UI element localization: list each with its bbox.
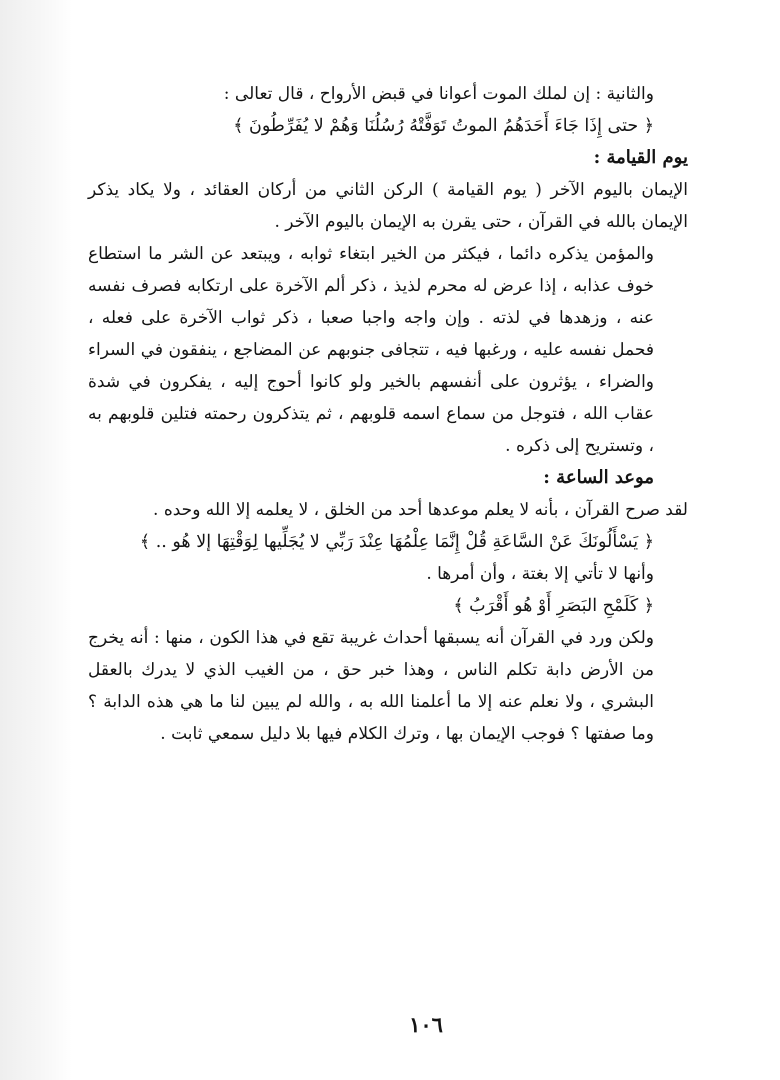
paragraph-signs: ولكن ورد في القرآن أنه يسبقها أحداث غريبة تقع في هذا الكون ، منها : أنه يخرج من الأرض دابة تكلم الناس ، وهذا خبر حق ، من الغيب الذي لا يدرك بالعقل البشري ، ولا نعلم عنه إلا ما أعلمنا الله به ، والله لم يبين لنا ما هي هذه الدابة ؟ وما صفتها ؟ فوجب الإيمان بها ، وترك الكلام فيها بلا دليل سمعي ثابت . bbox=[88, 628, 654, 744]
paragraph-faith-last-day: الإيمان باليوم الآخر ( يوم القيامة ) الركن الثاني من أركان العقائد ، ولا يكاد يذكر الإيمان بالله في القرآن ، حتى يقرن به الإيمان باليوم الآخر . bbox=[88, 180, 688, 232]
quran-verse: ﴿ حتى إِذَا جَاءَ أَحَدَهُمُ الموتُ تَوَفَّتْهُ رُسُلُنَا وَهُمْ لا يُفَرِّطُونَ ﴾ bbox=[233, 116, 654, 136]
page-body bbox=[88, 78, 688, 750]
paragraph-hour-time: لقد صرح القرآن ، بأنه لا يعلم موعدها أحد من الخلق ، لا يعلمه إلا الله وحده . bbox=[153, 500, 688, 520]
section-heading-judgment-day: يوم القيامة : bbox=[593, 147, 688, 168]
page-number: ١٠٦ bbox=[409, 1012, 443, 1037]
book-page bbox=[72, 0, 780, 1080]
section-heading-hour: موعد الساعة : bbox=[543, 467, 654, 488]
quran-verse: ﴿ كَلَمْحِ البَصَرِ أَوْ هُو أَقْرَبُ ﴾ bbox=[453, 596, 654, 616]
quran-verse: ﴿ يَسْأَلُونَكَ عَنْ السَّاعَةِ قُلْ إِنَّمَا عِلْمُهَا عِنْدَ رَبِّي لا يُجَلِّيها لِوَقْتِهَا إلا هُو .. ﴾ bbox=[139, 532, 654, 552]
scan-margin bbox=[0, 0, 72, 1080]
intro-line: والثانية : إن لملك الموت أعوانا في قبض الأرواح ، قال تعالى : bbox=[223, 84, 654, 104]
text-line: وأنها لا تأتي إلا بغتة ، وأن أمرها . bbox=[426, 564, 654, 584]
paragraph-believer: والمؤمن يذكره دائما ، فيكثر من الخير ابتغاء ثوابه ، ويبتعد عن الشر ما استطاع خوف عذابه ، إذا عرض له محرم لذيذ ، ذكر ألم الآخرة على ارتكابه فصرف نفسه عنه ، وزهدها في لذته . وإن واجه واجبا صعبا ، ذكر ثواب الآخرة على فعله ، فحمل نفسه عليه ، ورغبها فيه ، تتجافى جنوبهم عن المضاجع ، ينفقون في السراء والضراء ، يؤثرون على أنفسهم بالخير ولو كانوا أحوج إليه ، يفكرون في شدة عقاب الله ، فتوجل من سماع اسمه قلوبهم ، ثم يتذكرون رحمته فتلين قلوبهم به ، وتستريح إلى ذكره . bbox=[88, 244, 654, 456]
